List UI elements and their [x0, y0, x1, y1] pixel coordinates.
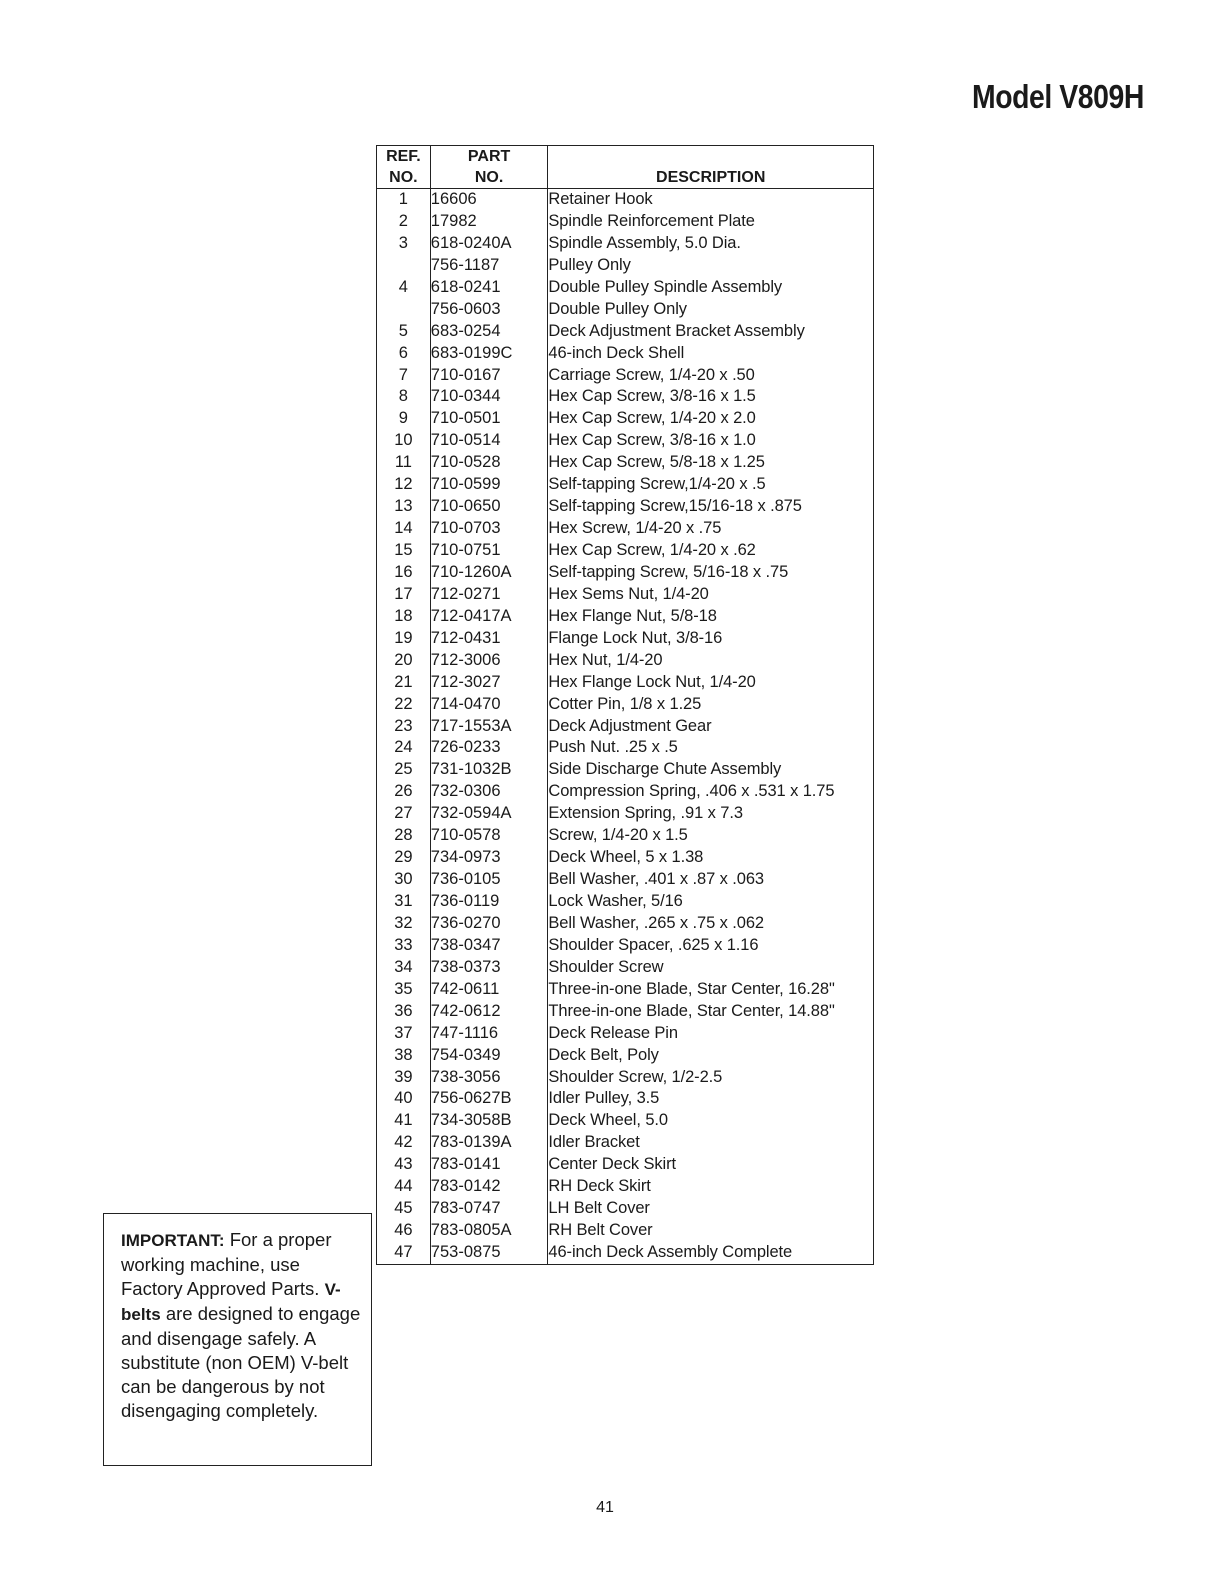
description-cell: Three-in-one Blade, Star Center, 16.28" — [548, 979, 874, 1001]
ref-cell: 41 — [394, 1111, 413, 1130]
description-cell: Lock Washer, 5/16 — [548, 891, 874, 913]
ref-header-line2: NO. — [389, 169, 418, 186]
part-no-cell: 710-0599 — [430, 474, 548, 496]
description-cell: Compression Spring, .406 x .531 x 1.75 — [548, 781, 874, 803]
ref-cell: 13 — [394, 497, 413, 516]
table-row — [377, 1154, 874, 1176]
part-no-cell: 742-0612 — [430, 1001, 548, 1023]
description-cell: Hex Screw, 1/4-20 x .75 — [548, 518, 874, 540]
description-cell: Idler Pulley, 3.5 — [548, 1088, 874, 1110]
description-cell: Flange Lock Nut, 3/8-16 — [548, 628, 874, 650]
table-row — [377, 299, 874, 321]
description-cell: Deck Wheel, 5.0 — [548, 1110, 874, 1132]
description-cell: Hex Nut, 1/4-20 — [548, 650, 874, 672]
table-row — [377, 430, 874, 452]
part-no-cell: 732-0594A — [430, 803, 548, 825]
description-cell: Spindle Reinforcement Plate — [548, 211, 874, 233]
table-row — [377, 869, 874, 891]
part-no-cell: 712-0271 — [430, 584, 548, 606]
part-header-line1: PART — [467, 148, 511, 165]
description-cell: Hex Sems Nut, 1/4-20 — [548, 584, 874, 606]
part-no-cell: 742-0611 — [430, 979, 548, 1001]
table-row — [377, 979, 874, 1001]
ref-cell: 38 — [394, 1045, 413, 1064]
part-no-cell: 738-0373 — [430, 957, 548, 979]
model-title: Model V809H — [972, 78, 1144, 115]
part-no-cell: 783-0141 — [430, 1154, 548, 1176]
description-cell: Center Deck Skirt — [548, 1154, 874, 1176]
description-cell: Pulley Only — [548, 255, 874, 277]
part-no-cell: 618-0240A — [430, 233, 548, 255]
description-cell: Self-tapping Screw,15/16-18 x .875 — [548, 496, 874, 518]
important-notice — [103, 1213, 372, 1466]
description-cell: Hex Cap Screw, 1/4-20 x .62 — [548, 540, 874, 562]
ref-cell: 26 — [394, 782, 413, 801]
ref-cell: 37 — [394, 1023, 413, 1042]
table-row — [377, 1023, 874, 1045]
part-no-cell: 736-0119 — [430, 891, 548, 913]
part-no-cell: 710-1260A — [430, 562, 548, 584]
table-row — [377, 803, 874, 825]
description-cell: 46-inch Deck Assembly Complete — [548, 1242, 874, 1264]
notice-text-2: are designed to engage and disengage safely. A substitute (non OEM) V-belt can be dangerous by not disengaging completely. — [121, 1303, 361, 1421]
important-label: IMPORTANT: — [121, 1231, 225, 1250]
ref-cell: 36 — [394, 1001, 413, 1020]
part-no-cell: 618-0241 — [430, 277, 548, 299]
table-row — [377, 628, 874, 650]
part-no-cell: 714-0470 — [430, 694, 548, 716]
ref-cell: 11 — [394, 453, 412, 472]
description-cell: Shoulder Spacer, .625 x 1.16 — [548, 935, 874, 957]
description-cell: Hex Flange Lock Nut, 1/4-20 — [548, 672, 874, 694]
table-row — [377, 781, 874, 803]
description-cell: Shoulder Screw — [548, 957, 874, 979]
description-cell: RH Belt Cover — [548, 1220, 874, 1242]
ref-cell — [377, 299, 431, 321]
table-row — [377, 562, 874, 584]
part-no-cell: 756-1187 — [430, 255, 548, 277]
ref-cell: 18 — [394, 606, 413, 625]
ref-cell: 33 — [394, 935, 413, 954]
table-row — [377, 1110, 874, 1132]
description-cell: Deck Adjustment Bracket Assembly — [548, 321, 874, 343]
table-row — [377, 540, 874, 562]
part-no-cell: 783-0142 — [430, 1176, 548, 1198]
part-no-cell: 16606 — [430, 189, 548, 211]
ref-cell: 19 — [394, 628, 413, 647]
description-cell: Deck Wheel, 5 x 1.38 — [548, 847, 874, 869]
part-no-cell: 710-0514 — [430, 430, 548, 452]
table-row — [377, 255, 874, 277]
description-cell: Hex Cap Screw, 3/8-16 x 1.0 — [548, 430, 874, 452]
description-cell: Hex Flange Nut, 5/8-18 — [548, 606, 874, 628]
part-no-cell: 717-1553A — [430, 716, 548, 738]
ref-cell — [377, 255, 431, 277]
ref-cell: 29 — [394, 848, 413, 867]
table-row — [377, 1132, 874, 1154]
table-row — [377, 452, 874, 474]
ref-cell: 27 — [394, 804, 413, 823]
table-row — [377, 277, 874, 299]
table-row — [377, 694, 874, 716]
part-no-cell: 783-0805A — [430, 1220, 548, 1242]
description-cell: Three-in-one Blade, Star Center, 14.88" — [548, 1001, 874, 1023]
ref-cell: 4 — [398, 277, 408, 296]
ref-cell: 3 — [398, 233, 408, 252]
part-no-cell: 710-0167 — [430, 365, 548, 387]
description-cell: Retainer Hook — [548, 189, 874, 211]
part-no-cell: 710-0344 — [430, 386, 548, 408]
description-cell: Bell Washer, .401 x .87 x .063 — [548, 869, 874, 891]
ref-cell: 25 — [394, 760, 413, 779]
table-row — [377, 759, 874, 781]
ref-cell: 1 — [398, 190, 408, 208]
description-cell: Hex Cap Screw, 1/4-20 x 2.0 — [548, 408, 874, 430]
description-cell: Spindle Assembly, 5.0 Dia. — [548, 233, 874, 255]
description-cell: Deck Belt, Poly — [548, 1045, 874, 1067]
table-row — [377, 737, 874, 759]
table-row — [377, 847, 874, 869]
description-cell: Side Discharge Chute Assembly — [548, 759, 874, 781]
ref-cell: 8 — [398, 387, 408, 406]
ref-cell: 16 — [394, 562, 413, 581]
part-no-cell: 783-0747 — [430, 1198, 548, 1220]
part-no-cell: 738-0347 — [430, 935, 548, 957]
description-cell: Hex Cap Screw, 5/8-18 x 1.25 — [548, 452, 874, 474]
table-header-row — [377, 146, 874, 189]
ref-cell: 31 — [394, 892, 413, 910]
table-row — [377, 1045, 874, 1067]
table-row — [377, 913, 874, 935]
description-cell: Deck Release Pin — [548, 1023, 874, 1045]
notice-text-1: For a proper working machine, use Factory Approved Parts. — [121, 1229, 332, 1299]
ref-cell: 21 — [394, 672, 413, 691]
description-cell: Self-tapping Screw,1/4-20 x .5 — [548, 474, 874, 496]
part-no-cell: 710-0703 — [430, 518, 548, 540]
table-row — [377, 1242, 874, 1264]
table-row — [377, 1001, 874, 1023]
part-no-cell: 712-3006 — [430, 650, 548, 672]
table-row — [377, 386, 874, 408]
table-row — [377, 672, 874, 694]
table-row — [377, 1176, 874, 1198]
part-no-cell: 753-0875 — [430, 1242, 548, 1264]
description-cell: Shoulder Screw, 1/2-2.5 — [548, 1067, 874, 1089]
description-cell: Extension Spring, .91 x 7.3 — [548, 803, 874, 825]
part-no-cell: 756-0603 — [430, 299, 548, 321]
ref-cell: 40 — [394, 1089, 413, 1108]
description-cell: RH Deck Skirt — [548, 1176, 874, 1198]
part-no-cell: 731-1032B — [430, 759, 548, 781]
part-no-cell: 683-0199C — [430, 343, 548, 365]
ref-cell: 17 — [394, 584, 413, 603]
part-no-cell: 710-0578 — [430, 825, 548, 847]
table-row — [377, 343, 874, 365]
part-no-cell: 710-0501 — [430, 408, 548, 430]
ref-cell: 7 — [398, 365, 408, 384]
table-row — [377, 518, 874, 540]
ref-cell: 14 — [394, 519, 413, 538]
part-no-cell: 710-0650 — [430, 496, 548, 518]
ref-cell: 6 — [398, 343, 408, 362]
description-cell: Carriage Screw, 1/4-20 x .50 — [548, 365, 874, 387]
ref-no-header — [377, 146, 431, 189]
part-no-cell: 710-0751 — [430, 540, 548, 562]
description-cell: Bell Washer, .265 x .75 x .062 — [548, 913, 874, 935]
table-row — [377, 606, 874, 628]
part-no-cell: 712-0431 — [430, 628, 548, 650]
table-row — [377, 716, 874, 738]
table-row — [377, 1088, 874, 1110]
description-cell: Self-tapping Screw, 5/16-18 x .75 — [548, 562, 874, 584]
ref-cell: 45 — [394, 1199, 413, 1218]
description-cell: Double Pulley Spindle Assembly — [548, 277, 874, 299]
ref-cell: 43 — [394, 1155, 413, 1174]
ref-cell: 10 — [394, 431, 413, 450]
part-no-cell: 783-0139A — [430, 1132, 548, 1154]
table-row — [377, 496, 874, 518]
ref-cell: 22 — [394, 694, 413, 713]
table-row — [377, 1220, 874, 1242]
description-header: DESCRIPTION — [548, 146, 874, 189]
description-cell: Idler Bracket — [548, 1132, 874, 1154]
ref-cell: 20 — [394, 650, 413, 669]
ref-cell: 15 — [394, 541, 413, 559]
ref-cell: 34 — [394, 957, 413, 976]
part-no-cell: 726-0233 — [430, 737, 548, 759]
table-row — [377, 957, 874, 979]
part-no-cell: 736-0270 — [430, 913, 548, 935]
table-row — [377, 189, 874, 211]
table-row — [377, 891, 874, 913]
part-no-header — [430, 146, 548, 189]
table-row — [377, 584, 874, 606]
part-no-cell: 734-0973 — [430, 847, 548, 869]
part-no-cell: 756-0627B — [430, 1088, 548, 1110]
part-no-cell: 712-3027 — [430, 672, 548, 694]
ref-cell: 47 — [394, 1243, 413, 1261]
part-no-cell: 17982 — [430, 211, 548, 233]
table-row — [377, 233, 874, 255]
ref-cell: 23 — [394, 716, 413, 735]
description-cell: Push Nut. .25 x .5 — [548, 737, 874, 759]
ref-cell: 44 — [394, 1177, 413, 1196]
parts-table-body — [377, 189, 874, 1265]
part-no-cell: 710-0528 — [430, 452, 548, 474]
ref-cell: 39 — [394, 1067, 413, 1086]
part-no-cell: 712-0417A — [430, 606, 548, 628]
ref-cell: 32 — [394, 913, 413, 932]
ref-cell: 46 — [394, 1221, 413, 1240]
ref-cell: 9 — [398, 409, 408, 428]
part-no-cell: 683-0254 — [430, 321, 548, 343]
page-number: 41 — [596, 1499, 614, 1516]
description-cell: Cotter Pin, 1/8 x 1.25 — [548, 694, 874, 716]
ref-cell: 30 — [394, 870, 413, 889]
description-cell: 46-inch Deck Shell — [548, 343, 874, 365]
ref-cell: 2 — [398, 211, 408, 230]
parts-table — [376, 145, 874, 1265]
description-cell: Deck Adjustment Gear — [548, 716, 874, 738]
part-no-cell: 732-0306 — [430, 781, 548, 803]
part-no-cell: 754-0349 — [430, 1045, 548, 1067]
ref-cell: 35 — [394, 979, 413, 998]
vbelts-label: V-belts — [121, 1280, 341, 1324]
part-no-cell: 736-0105 — [430, 869, 548, 891]
part-no-cell: 734-3058B — [430, 1110, 548, 1132]
ref-cell: 28 — [394, 826, 413, 845]
ref-header-line1: REF. — [386, 148, 421, 165]
table-row — [377, 211, 874, 233]
table-row — [377, 935, 874, 957]
description-cell: Double Pulley Only — [548, 299, 874, 321]
table-row — [377, 408, 874, 430]
description-cell: LH Belt Cover — [548, 1198, 874, 1220]
ref-cell: 12 — [394, 475, 413, 494]
description-cell: Screw, 1/4-20 x 1.5 — [548, 825, 874, 847]
table-row — [377, 1067, 874, 1089]
ref-cell: 24 — [394, 738, 413, 757]
table-row — [377, 650, 874, 672]
part-header-line2: NO. — [474, 169, 504, 186]
description-cell: Hex Cap Screw, 3/8-16 x 1.5 — [548, 386, 874, 408]
ref-cell: 5 — [398, 321, 408, 340]
part-no-cell: 747-1116 — [430, 1023, 548, 1045]
ref-cell: 42 — [394, 1133, 413, 1152]
table-row — [377, 825, 874, 847]
table-row — [377, 321, 874, 343]
table-row — [377, 474, 874, 496]
part-no-cell: 738-3056 — [430, 1067, 548, 1089]
table-row — [377, 1198, 874, 1220]
table-row — [377, 365, 874, 387]
